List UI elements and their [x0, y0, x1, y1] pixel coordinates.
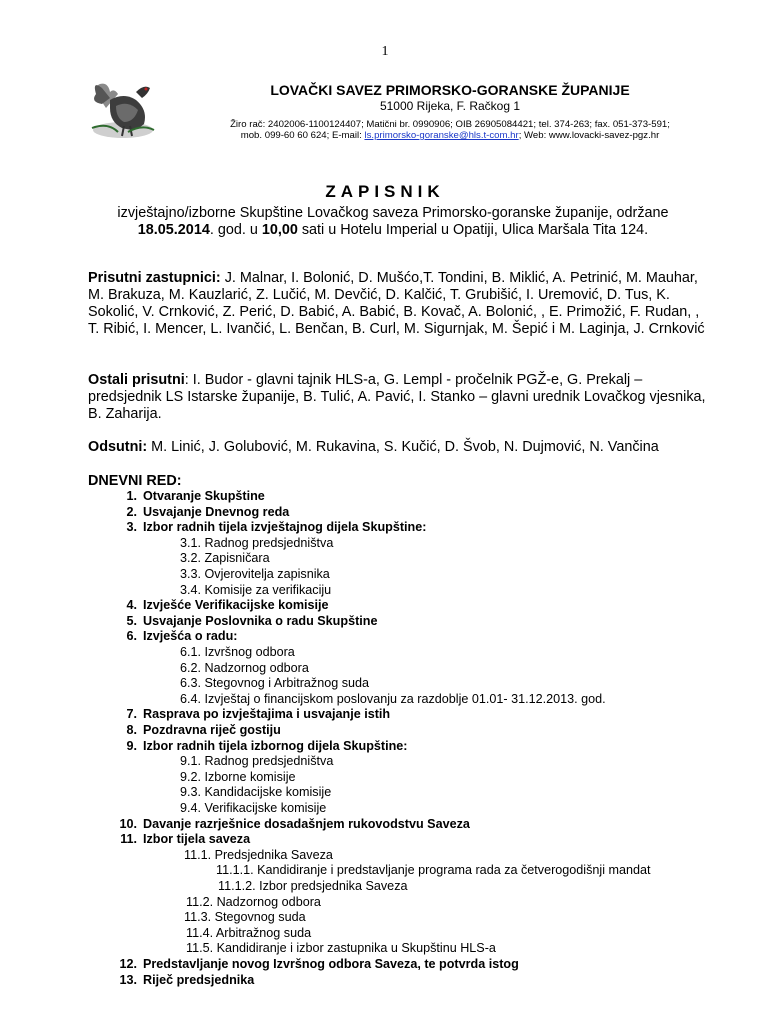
- others-text: : I. Budor - glavni tajnik HLS-a, G. Lempl - pročelnik PGŽ-e, G. Prekalj – predsjednik LS Istarske županije, B. Tulić, A. Pavić, I. Stanko – glavni urednik Lovačkog vjesnika, B. Zaharija.: [88, 372, 706, 422]
- agenda-item: [120, 832, 251, 847]
- subtitle-rest: sati u Hotelu Imperial u Opatiji, Ulica Maršala Tita 124.: [297, 222, 649, 238]
- subtitle-mid: . god. u: [209, 222, 262, 238]
- agenda-item-number: 10.: [119, 816, 137, 831]
- org-contact: [180, 130, 720, 141]
- agenda-item: [180, 785, 331, 800]
- agenda-item: [180, 536, 333, 551]
- agenda-item-text: 6.4. Izvještaj o financijskom poslovanju za razdoblje 01.01- 31.12.2013. god.: [180, 691, 606, 706]
- agenda-item: [126, 489, 265, 504]
- agenda-title: DNEVNI RED:: [88, 473, 182, 489]
- subtitle-line1: izvještajno/izborne Skupštine Lovačkog saveza Primorsko-goranske županije, održane: [117, 205, 669, 221]
- capercaillie-bird-logo: [88, 78, 158, 142]
- agenda-item-text: 11.1.2. Izbor predsjednika Saveza: [218, 879, 408, 893]
- agenda-item: [180, 770, 296, 785]
- agenda-item: [180, 583, 331, 598]
- agenda-item-text: Rasprava po izvještajima i usvajanje istih: [143, 707, 391, 722]
- agenda-item: [126, 520, 427, 535]
- agenda-item: [126, 629, 238, 644]
- agenda-item-number: 5.: [126, 613, 137, 628]
- agenda-item: [126, 723, 281, 738]
- agenda-item: [180, 645, 295, 660]
- contact-prefix: mob. 099-60 60 624; E-mail:: [240, 130, 365, 141]
- absent-label: Odsutni:: [88, 439, 148, 455]
- agenda-item: [126, 738, 408, 754]
- agenda-item-text: 6.3. Stegovnog i Arbitražnog suda: [180, 676, 370, 691]
- agenda-item-text: Izvješće Verifikacijske komisije: [143, 598, 329, 613]
- agenda-item-text: Usvajanje Poslovnika o radu Skupštine: [143, 613, 378, 628]
- agenda-item: [186, 895, 321, 910]
- agenda-item-text: 9.3. Kandidacijske komisije: [180, 785, 332, 800]
- agenda-item: [126, 613, 378, 629]
- agenda-item: [180, 551, 270, 566]
- meeting-date: 18.05.2014: [137, 222, 210, 238]
- agenda-item-text: 3.4. Komisije za verifikaciju: [180, 582, 332, 597]
- agenda-item-text: 11.2. Nadzornog odbora: [186, 894, 321, 909]
- agenda-item: [186, 926, 311, 941]
- agenda-item: [180, 801, 326, 816]
- agenda-item-text: Izvješća o radu:: [143, 629, 238, 644]
- agenda-item: [180, 692, 606, 707]
- agenda-item: [119, 957, 519, 972]
- agenda-item-number: 12.: [119, 957, 137, 971]
- absent-section: [88, 439, 708, 456]
- others-label: Ostali prisutni: [88, 372, 185, 388]
- agenda-item-text: 3.2. Zapisničara: [180, 551, 270, 566]
- agenda-item-text: Riječ predsjednika: [143, 972, 255, 987]
- agenda-item-text: 11.1.1. Kandidiranje i predstavljanje programa rada za četverogodišnji mandat: [216, 863, 651, 878]
- present-section: [88, 270, 708, 338]
- absent-text: M. Linić, J. Golubović, M. Rukavina, S. Kučić, D. Švob, N. Dujmović, N. Vančina: [147, 439, 659, 455]
- agenda-item-text: Izbor radnih tijela izvještajnog dijela Skupštine:: [143, 520, 427, 535]
- email-link[interactable]: ls.primorsko-goranske@hls.t-com.hr: [364, 130, 519, 141]
- agenda-item-text: Davanje razrješnice dosadašnjem rukovodstvu Saveza: [143, 816, 470, 831]
- agenda-item-text: 3.3. Ovjerovitelja zapisnika: [180, 567, 330, 581]
- agenda-item-number: 6.: [126, 629, 137, 644]
- agenda-item: [180, 754, 333, 769]
- agenda-item: [180, 676, 369, 691]
- agenda-item-text: 3.1. Radnog predsjedništva: [180, 535, 334, 550]
- document-title: ZAPISNIK: [325, 182, 445, 201]
- org-address: 51000 Rijeka, F. Račkog 1: [379, 99, 521, 113]
- agenda-item-number: 7.: [126, 707, 137, 722]
- agenda-item: [184, 910, 306, 925]
- agenda-item-number: 9.: [126, 738, 137, 753]
- agenda-item-text: 6.1. Izvršnog odbora: [180, 645, 295, 659]
- agenda-item: [216, 863, 651, 878]
- page-number: 1: [381, 44, 389, 59]
- org-registry: Žiro rač: 2402006-1100124407; Matični br. 0990906; OIB 26905084421; tel. 374-263; fax. 051-373-591;: [230, 119, 670, 130]
- agenda-item: [126, 598, 329, 613]
- others-section: [88, 372, 708, 423]
- agenda-item: [126, 707, 391, 722]
- agenda-item-number: 3.: [126, 520, 137, 535]
- agenda-item-text: 9.2. Izborne komisije: [180, 769, 296, 784]
- agenda-item-number: 2.: [126, 504, 137, 519]
- document-subtitle: [88, 205, 698, 239]
- agenda-item-text: 11.3. Stegovnog suda: [184, 910, 306, 925]
- agenda-item: [186, 941, 496, 956]
- agenda-item-number: 1.: [126, 489, 137, 503]
- agenda-item-text: 11.4. Arbitražnog suda: [186, 925, 312, 940]
- agenda-item: [126, 504, 290, 520]
- agenda-item-text: Usvajanje Dnevnog reda: [143, 504, 290, 519]
- agenda-item-text: 6.2. Nadzornog odbora: [180, 660, 309, 675]
- agenda-item: [119, 816, 470, 832]
- org-name: LOVAČKI SAVEZ PRIMORSKO-GORANSKE ŽUPANIJE: [270, 82, 630, 98]
- agenda-item-text: Izbor radnih tijela izbornog dijela Skupštine:: [143, 738, 408, 753]
- meeting-time: 10,00: [261, 222, 298, 238]
- agenda-item: [180, 567, 330, 582]
- agenda-item-text: Predstavljanje novog Izvršnog odbora Saveza, te potvrda istog: [143, 957, 519, 971]
- contact-suffix: ; Web: www.lovacki-savez-pgz.hr: [518, 130, 660, 141]
- agenda-item: [119, 972, 255, 988]
- agenda-item-text: Pozdravna riječ gostiju: [143, 723, 281, 737]
- agenda-item-text: Izbor tijela saveza: [143, 832, 251, 847]
- agenda-item: [184, 848, 333, 863]
- agenda-item-number: 13.: [119, 972, 137, 987]
- agenda-item-text: 11.5. Kandidiranje i izbor zastupnika u Skupštinu HLS-a: [186, 941, 496, 956]
- agenda-item-text: 11.1. Predsjednika Saveza: [184, 847, 333, 862]
- agenda-item-number: 11.: [120, 832, 137, 847]
- agenda-item: [218, 879, 408, 894]
- agenda-item: [180, 661, 309, 676]
- present-text: J. Malnar, I. Bolonić, D. Mušćo,T. Tondini, B. Miklić, A. Petrinić, M. Mauhar, M. Brakuza, M. Kauzlarić, Z. Lučić, M. Devčić, D. Kalčić, T. Grubišić, I. Uremović, D. Tus, K. Sokolić, V. Crnković, Z. Perić, D. Babić, A. Babić, B. Kovač, A. Bolonić, , E. Primožić, F. Rudan, , T. Ribić, I. Mencer, L. Ivančić, L. Benčan, B. Curl, M. Sigurnjak, M. Šepić i M. Laginja, J. Crnković: [88, 270, 705, 337]
- agenda-item-number: 8.: [126, 723, 137, 737]
- agenda-item-text: Otvaranje Skupštine: [143, 489, 265, 503]
- agenda-item-number: 4.: [126, 598, 137, 613]
- agenda-item-text: 9.4. Verifikacijske komisije: [180, 801, 327, 815]
- present-label: Prisutni zastupnici:: [88, 270, 221, 286]
- agenda-item-text: 9.1. Radnog predsjedništva: [180, 754, 334, 769]
